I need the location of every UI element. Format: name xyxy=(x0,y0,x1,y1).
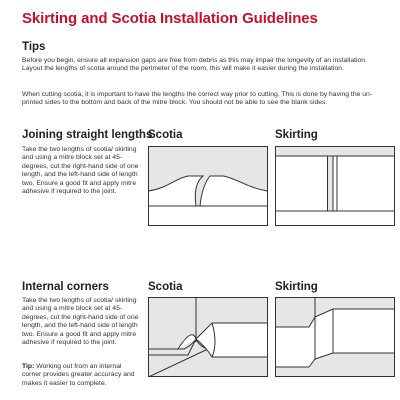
straight-scotia-diagram xyxy=(148,146,268,226)
corners-skirting-label: Skirting xyxy=(275,281,318,293)
corners-tip-text: Working out from an internal corner provides greater accuracy and makes it easier to complete. xyxy=(22,363,135,387)
straight-skirting-diagram xyxy=(275,146,395,226)
corners-scotia-label: Scotia xyxy=(148,281,183,293)
corners-heading: Internal corners xyxy=(22,281,109,293)
straight-heading: Joining straight lengths xyxy=(22,129,153,141)
corners-tip xyxy=(22,363,140,388)
straight-skirting-label: Skirting xyxy=(275,129,318,141)
tips-paragraph-1: Before you begin, ensure all expansion gaps are free from debris as this may impair the longevity of an installation. Layout the lengths of scotia around the perimeter of the room, this will make it easier during the installation. xyxy=(22,57,367,73)
corners-skirting-diagram xyxy=(275,297,395,377)
straight-instructions: Take the two lengths of scotia/ skirting and using a mitre block set at 45-degrees, cut the right-hand side of one length, and the left-hand side of length two. Ensure a good fit and apply mitre adhesive if required to the joint. xyxy=(22,146,139,196)
corners-scotia-diagram xyxy=(148,297,268,377)
tips-paragraph-2: When cutting scotia, it is important to have the lengths the correct way prior to cutting. This is done by having the un-printed sides to the bottom and back of the mitre block. You should not be able to see the blank sides. xyxy=(22,91,373,107)
page-title: Skirting and Scotia Installation Guidelines xyxy=(22,10,318,27)
corners-tip-label: Tip: xyxy=(22,363,35,370)
straight-scotia-label: Scotia xyxy=(148,129,183,141)
corners-instructions: Take the two lengths of scotia/ skirting and using a mitre block set at 45-degrees, cut the right-hand side of one length, and the left-hand side of length two. Ensure a good fit and apply mitre adhesive if required to the joint. xyxy=(22,297,139,347)
tips-heading: Tips xyxy=(22,41,46,53)
